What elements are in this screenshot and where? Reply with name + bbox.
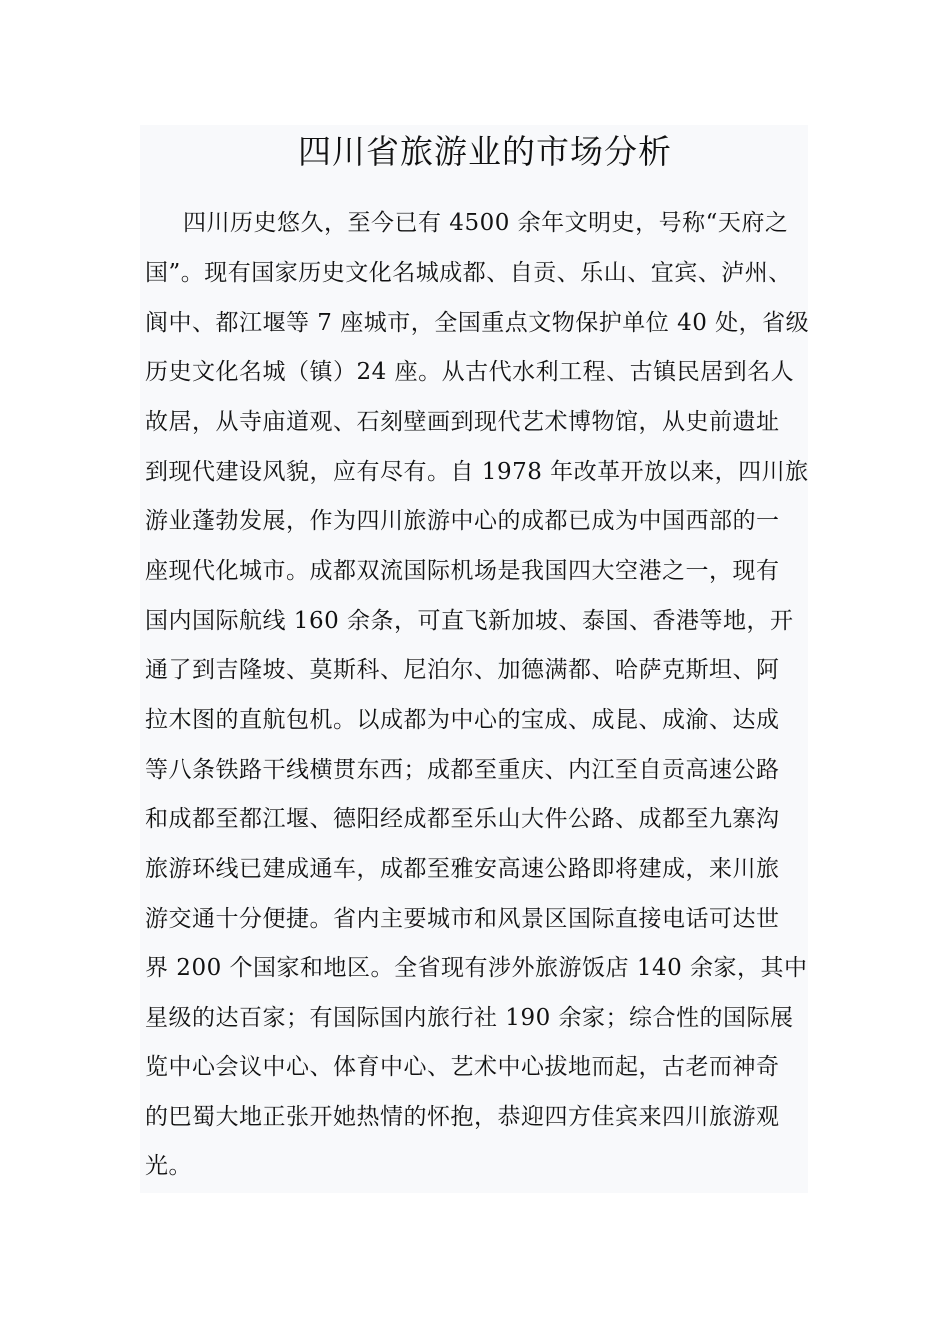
body-line: 游交通十分便捷。省内主要城市和风景区国际直接电话可达世 bbox=[145, 906, 780, 932]
body-line: 等八条铁路干线横贯东西；成都至重庆、内江至自贡高速公路 bbox=[145, 757, 780, 783]
body-line: 国内国际航线 160 余条，可直飞新加坡、泰国、香港等地，开 bbox=[145, 608, 794, 634]
body-line: 的巴蜀大地正张开她热情的怀抱，恭迎四方佳宾来四川旅游观 bbox=[145, 1104, 780, 1130]
body-line: 星级的达百家；有国际国内旅行社 190 余家；综合性的国际展 bbox=[145, 1005, 794, 1031]
body-line: 故居，从寺庙道观、石刻壁画到现代艺术博物馆，从史前遗址 bbox=[145, 409, 780, 435]
body-line: 通了到吉隆坡、莫斯科、尼泊尔、加德满都、哈萨克斯坦、阿 bbox=[145, 657, 780, 683]
body-line: 拉木图的直航包机。以成都为中心的宝成、成昆、成渝、达成 bbox=[145, 707, 780, 733]
body-line: 游业蓬勃发展，作为四川旅游中心的成都已成为中国西部的一 bbox=[145, 508, 780, 534]
body-line: 四川历史悠久，至今已有 4500 余年文明史，号称“天府之 bbox=[183, 210, 789, 236]
body-line: 历史文化名城（镇）24 座。从古代水利工程、古镇民居到名人 bbox=[145, 359, 795, 385]
body-line: 览中心会议中心、体育中心、艺术中心拔地而起，古老而神奇 bbox=[145, 1054, 780, 1080]
body-line: 座现代化城市。成都双流国际机场是我国四大空港之一，现有 bbox=[145, 558, 780, 584]
body-line: 界 200 个国家和地区。全省现有涉外旅游饭店 140 余家，其中 bbox=[145, 955, 808, 981]
body-line: 光。 bbox=[145, 1153, 192, 1179]
document-title: 四川省旅游业的市场分析 bbox=[298, 132, 672, 171]
body-line: 旅游环线已建成通车，成都至雅安高速公路即将建成，来川旅 bbox=[145, 856, 780, 882]
body-line: 阆中、都江堰等 7 座城市，全国重点文物保护单位 40 处，省级 bbox=[145, 310, 810, 336]
body-line: 和成都至都江堰、德阳经成都至乐山大件公路、成都至九寨沟 bbox=[145, 806, 780, 832]
body-line: 国”。现有国家历史文化名城成都、自贡、乐山、宜宾、泸州、 bbox=[145, 260, 792, 286]
body-line: 到现代建设风貌，应有尽有。自 1978 年改革开放以来，四川旅 bbox=[145, 459, 809, 485]
